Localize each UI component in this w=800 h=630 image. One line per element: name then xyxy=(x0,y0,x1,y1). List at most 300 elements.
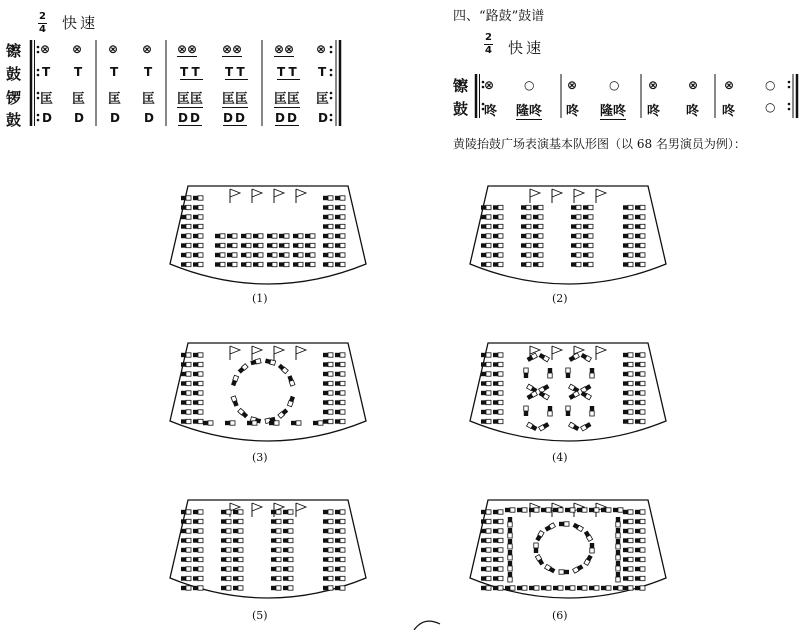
note: TT xyxy=(225,65,248,79)
performer-marker xyxy=(623,353,633,357)
note: ⊗⊗ xyxy=(177,42,198,56)
left-row-label-drum: 鼓 xyxy=(6,65,22,83)
performer-marker xyxy=(323,243,333,247)
performer-marker xyxy=(481,567,491,571)
flag-icon xyxy=(552,346,562,354)
performer-marker xyxy=(527,353,538,362)
performer-marker xyxy=(193,586,203,590)
performer-marker xyxy=(623,372,633,376)
performer-marker xyxy=(623,234,633,238)
performer-marker xyxy=(227,253,237,257)
performer-marker xyxy=(181,529,191,533)
performer-marker xyxy=(573,564,584,573)
right-tempo: 快速 xyxy=(508,39,545,57)
performer-marker xyxy=(323,567,333,571)
performer-marker xyxy=(623,215,633,219)
performer-marker xyxy=(481,262,491,266)
performer-marker xyxy=(533,215,543,219)
performer-marker xyxy=(571,234,581,238)
performer-marker xyxy=(227,262,237,266)
performer-marker xyxy=(335,529,345,533)
performer-marker xyxy=(181,576,191,580)
performer-marker xyxy=(267,243,277,247)
note: ⊗ xyxy=(648,78,659,92)
performer-marker xyxy=(583,224,593,228)
performer-marker xyxy=(577,586,587,590)
note: ⊗ xyxy=(142,42,153,56)
performer-marker xyxy=(271,538,281,542)
performer-marker xyxy=(181,391,191,395)
performer-marker xyxy=(533,243,543,247)
performer-marker xyxy=(193,196,203,200)
performer-marker xyxy=(635,391,645,395)
performer-marker xyxy=(493,253,503,257)
performer-marker xyxy=(521,205,531,209)
performer-marker xyxy=(221,557,231,561)
note: ⊗ xyxy=(316,42,327,56)
performer-marker xyxy=(623,253,633,257)
note: 咚 xyxy=(566,104,580,119)
performer-marker xyxy=(278,364,288,374)
performer-marker xyxy=(481,510,491,514)
performer-marker xyxy=(335,353,345,357)
performer-marker xyxy=(221,586,231,590)
performer-marker xyxy=(291,421,301,425)
performer-marker xyxy=(635,253,645,257)
performer-marker xyxy=(533,234,543,238)
note: ○ xyxy=(765,100,776,114)
performer-marker xyxy=(233,548,243,552)
performer-marker xyxy=(616,539,620,549)
performer-marker xyxy=(623,548,633,552)
page-edge-mark xyxy=(410,612,450,630)
performer-marker xyxy=(635,362,645,366)
performer-marker xyxy=(553,586,563,590)
note: D xyxy=(42,111,52,125)
performer-marker xyxy=(623,538,633,542)
performer-marker xyxy=(335,419,345,423)
performer-marker xyxy=(323,576,333,580)
performer-marker xyxy=(569,391,580,400)
performer-marker xyxy=(323,253,333,257)
performer-marker xyxy=(623,400,633,404)
performer-marker xyxy=(283,567,293,571)
performer-marker xyxy=(533,224,543,228)
performer-marker xyxy=(517,508,527,512)
note: D xyxy=(110,111,120,125)
performer-marker xyxy=(231,375,239,386)
flag-icon xyxy=(574,189,584,197)
performer-marker xyxy=(181,381,191,385)
performer-marker xyxy=(521,243,531,247)
note: D xyxy=(74,111,84,125)
performer-marker xyxy=(517,586,527,590)
performer-marker xyxy=(305,243,315,247)
performer-marker xyxy=(481,381,491,385)
performer-marker xyxy=(233,510,243,514)
note: ⊗ xyxy=(567,78,578,92)
performer-marker xyxy=(271,519,281,523)
performer-marker xyxy=(623,419,633,423)
performer-marker xyxy=(571,205,581,209)
performer-marker xyxy=(583,253,593,257)
performer-marker xyxy=(535,531,544,542)
performer-marker xyxy=(493,372,503,376)
right-time-signature: 2 4 xyxy=(485,32,492,56)
flag-icon xyxy=(530,189,540,197)
note: T xyxy=(74,65,83,79)
right-row-label-cymbal: 镲 xyxy=(453,77,469,95)
performer-marker xyxy=(635,538,645,542)
performer-marker xyxy=(193,576,203,580)
performer-marker xyxy=(571,253,581,257)
performer-marker xyxy=(335,576,345,580)
performer-marker xyxy=(323,391,333,395)
performer-marker xyxy=(635,224,645,228)
performer-marker xyxy=(221,576,231,580)
performer-marker xyxy=(493,510,503,514)
performer-marker xyxy=(335,215,345,219)
performer-marker xyxy=(181,557,191,561)
performer-marker xyxy=(481,353,491,357)
performer-marker xyxy=(323,519,333,523)
performer-marker xyxy=(635,557,645,561)
performer-marker xyxy=(493,353,503,357)
flag-icon xyxy=(252,189,262,197)
note: 匡 xyxy=(40,92,54,107)
note: DD xyxy=(178,111,202,125)
performer-marker xyxy=(283,538,293,542)
performer-marker xyxy=(193,538,203,542)
performer-marker xyxy=(623,586,633,590)
performer-marker xyxy=(533,205,543,209)
performer-marker xyxy=(181,224,191,228)
performer-marker xyxy=(335,362,345,366)
performer-marker xyxy=(559,522,569,526)
performer-marker xyxy=(193,224,203,228)
performer-marker xyxy=(584,531,593,542)
performer-marker xyxy=(271,586,281,590)
performer-marker xyxy=(573,523,584,532)
performer-marker xyxy=(635,586,645,590)
performer-marker xyxy=(181,419,191,423)
performer-marker xyxy=(221,567,231,571)
performer-marker xyxy=(623,510,633,514)
figure-caption: 黄陵抬鼓广场表演基本队形图（以 68 名男演员为例）： xyxy=(453,137,746,151)
performer-marker xyxy=(481,410,491,414)
performer-marker xyxy=(271,576,281,580)
performer-marker xyxy=(529,508,539,512)
performer-marker xyxy=(601,508,611,512)
performer-marker xyxy=(203,421,213,425)
performer-marker xyxy=(323,372,333,376)
performer-marker xyxy=(283,510,293,514)
performer-marker xyxy=(581,353,592,362)
flag-icon xyxy=(252,503,262,511)
performer-marker xyxy=(247,421,257,425)
performer-marker xyxy=(521,262,531,266)
note: 匡匡 xyxy=(177,88,203,108)
performer-marker xyxy=(335,567,345,571)
performer-marker xyxy=(323,538,333,542)
flag-icon xyxy=(596,189,606,197)
performer-marker xyxy=(181,410,191,414)
performer-marker xyxy=(193,205,203,209)
note: T xyxy=(110,65,119,79)
left-tempo: 快速 xyxy=(62,14,99,32)
performer-marker xyxy=(241,243,251,247)
performer-marker xyxy=(181,215,191,219)
performer-marker xyxy=(581,391,592,400)
performer-marker xyxy=(181,372,191,376)
note: ⊗ xyxy=(484,78,495,92)
performer-marker xyxy=(559,570,569,574)
performer-marker xyxy=(493,362,503,366)
note: DD xyxy=(223,111,247,125)
performer-marker xyxy=(481,519,491,523)
performer-marker xyxy=(221,529,231,533)
flag-icon xyxy=(552,189,562,197)
performer-marker xyxy=(193,548,203,552)
performer-marker xyxy=(293,234,303,238)
left-row-label-cymbal: 镲 xyxy=(6,42,22,60)
performer-marker xyxy=(181,262,191,266)
performer-marker xyxy=(481,253,491,257)
performer-marker xyxy=(590,368,594,378)
performer-marker xyxy=(293,262,303,266)
performer-marker xyxy=(181,353,191,357)
performer-marker xyxy=(233,538,243,542)
performer-marker xyxy=(481,391,491,395)
performer-marker xyxy=(335,381,345,385)
performer-marker xyxy=(524,406,528,416)
performer-marker xyxy=(215,253,225,257)
note: 咚 xyxy=(722,104,736,119)
performer-marker xyxy=(583,215,593,219)
performer-marker xyxy=(227,234,237,238)
performer-marker xyxy=(481,576,491,580)
performer-marker xyxy=(565,508,575,512)
performer-marker xyxy=(505,508,515,512)
performer-marker xyxy=(481,400,491,404)
performer-marker xyxy=(181,586,191,590)
performer-marker xyxy=(335,510,345,514)
performer-marker xyxy=(481,372,491,376)
flag-icon xyxy=(274,189,284,197)
performer-marker xyxy=(305,262,315,266)
performer-marker xyxy=(493,586,503,590)
performer-marker xyxy=(533,253,543,257)
performer-marker xyxy=(481,586,491,590)
note: ⊗ xyxy=(40,42,51,56)
performer-marker xyxy=(566,368,570,378)
performer-marker xyxy=(553,508,563,512)
performer-marker xyxy=(193,253,203,257)
figure-label-3: (3) xyxy=(252,451,268,464)
performer-marker xyxy=(508,517,512,527)
performer-marker xyxy=(635,381,645,385)
performer-marker xyxy=(181,400,191,404)
performer-marker xyxy=(635,205,645,209)
performer-marker xyxy=(635,519,645,523)
performer-marker xyxy=(616,550,620,560)
note: 咚 xyxy=(686,104,700,119)
performer-marker xyxy=(581,384,592,393)
performer-marker xyxy=(481,234,491,238)
performer-marker xyxy=(569,422,580,431)
performer-marker xyxy=(323,262,333,266)
note: 咚 xyxy=(647,104,661,119)
performer-marker xyxy=(241,262,251,266)
performer-marker xyxy=(481,243,491,247)
performer-marker xyxy=(181,548,191,552)
performer-marker xyxy=(283,586,293,590)
performer-marker xyxy=(279,262,289,266)
performer-marker xyxy=(577,508,587,512)
performer-marker xyxy=(335,253,345,257)
note: ⊗⊗ xyxy=(222,42,243,56)
performer-marker xyxy=(335,234,345,238)
performer-marker xyxy=(215,262,225,266)
performer-marker xyxy=(271,557,281,561)
performer-marker xyxy=(238,364,248,374)
performer-marker xyxy=(583,205,593,209)
performer-marker xyxy=(521,224,531,228)
note: T xyxy=(144,65,153,79)
performer-marker xyxy=(221,548,231,552)
performer-marker xyxy=(233,586,243,590)
performer-marker xyxy=(589,508,599,512)
performer-marker xyxy=(193,567,203,571)
performer-marker xyxy=(323,548,333,552)
note: 匡匡 xyxy=(222,88,248,108)
performer-marker xyxy=(635,567,645,571)
performer-marker xyxy=(508,539,512,549)
performer-marker xyxy=(623,262,633,266)
performer-marker xyxy=(215,243,225,247)
performer-marker xyxy=(493,419,503,423)
performer-marker xyxy=(481,538,491,542)
performer-marker xyxy=(565,586,575,590)
performer-marker xyxy=(323,529,333,533)
performer-marker xyxy=(581,422,592,431)
performer-marker xyxy=(493,262,503,266)
performer-marker xyxy=(279,243,289,247)
performer-marker xyxy=(253,234,263,238)
performer-marker xyxy=(493,529,503,533)
note: 匡 xyxy=(108,92,122,107)
performer-marker xyxy=(533,262,543,266)
performer-marker xyxy=(493,576,503,580)
performer-marker xyxy=(635,410,645,414)
performer-marker xyxy=(493,538,503,542)
performer-marker xyxy=(283,557,293,561)
performer-marker xyxy=(583,243,593,247)
performer-marker xyxy=(521,234,531,238)
flag-icon xyxy=(296,189,306,197)
note: 匡匡 xyxy=(274,88,300,108)
performer-marker xyxy=(508,561,512,571)
performer-marker xyxy=(271,567,281,571)
performer-marker xyxy=(589,586,599,590)
performer-marker xyxy=(193,262,203,266)
performer-marker xyxy=(313,421,323,425)
performer-marker xyxy=(635,548,645,552)
performer-marker xyxy=(583,262,593,266)
performer-marker xyxy=(335,262,345,266)
performer-marker xyxy=(493,381,503,385)
flag-icon xyxy=(296,346,306,354)
performer-marker xyxy=(193,391,203,395)
note: 隆咚 xyxy=(516,100,542,120)
performer-marker xyxy=(583,234,593,238)
performer-marker xyxy=(335,548,345,552)
performer-marker xyxy=(493,391,503,395)
performer-marker xyxy=(481,529,491,533)
figure-label-2: (2) xyxy=(552,292,568,305)
figure-label-6: (6) xyxy=(552,609,568,622)
left-row-label-gong: 锣 xyxy=(6,89,22,107)
performer-marker xyxy=(635,234,645,238)
performer-marker xyxy=(221,538,231,542)
performer-marker xyxy=(323,419,333,423)
note: T xyxy=(318,65,327,79)
performer-marker xyxy=(271,548,281,552)
note: TT xyxy=(277,65,300,79)
performer-marker xyxy=(635,529,645,533)
performer-marker xyxy=(623,224,633,228)
note: 匡 xyxy=(316,92,330,107)
performer-marker xyxy=(524,368,528,378)
performer-marker xyxy=(493,215,503,219)
performer-marker xyxy=(623,557,633,561)
performer-marker xyxy=(635,419,645,423)
performer-marker xyxy=(623,205,633,209)
performer-marker xyxy=(181,519,191,523)
performer-marker xyxy=(623,362,633,366)
performer-marker xyxy=(635,243,645,247)
performer-marker xyxy=(635,510,645,514)
flag-icon xyxy=(230,346,240,354)
performer-marker xyxy=(335,538,345,542)
performer-marker xyxy=(221,519,231,523)
performer-marker xyxy=(193,510,203,514)
performer-marker xyxy=(271,510,281,514)
note: ○ xyxy=(524,78,535,92)
performer-marker xyxy=(267,253,277,257)
performer-marker xyxy=(590,406,594,416)
performer-marker xyxy=(545,523,556,532)
performer-marker xyxy=(635,400,645,404)
note: ○ xyxy=(765,78,776,92)
performer-marker xyxy=(323,586,333,590)
performer-marker xyxy=(335,205,345,209)
note: ○ xyxy=(609,78,620,92)
performer-marker xyxy=(635,576,645,580)
performer-marker xyxy=(335,519,345,523)
performer-marker xyxy=(493,548,503,552)
performer-marker xyxy=(193,419,203,423)
performer-marker xyxy=(616,528,620,538)
note: ⊗⊗ xyxy=(274,42,295,56)
performer-marker xyxy=(323,510,333,514)
performer-marker xyxy=(323,196,333,200)
note: ⊗ xyxy=(688,78,699,92)
performer-marker xyxy=(335,400,345,404)
performer-marker xyxy=(616,572,620,582)
performer-marker xyxy=(623,243,633,247)
performer-marker xyxy=(181,243,191,247)
